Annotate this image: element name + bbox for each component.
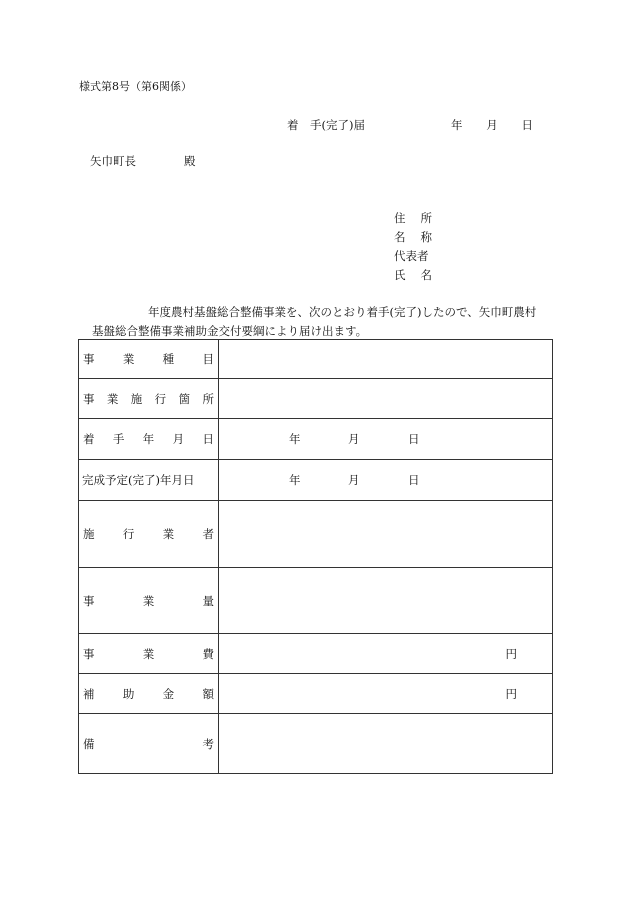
project-location-field[interactable] bbox=[219, 379, 553, 419]
body-line-1: 年度農村基盤総合整備事業を、次のとおり着手(完了)したので、矢巾町農村 bbox=[148, 305, 537, 319]
table-row bbox=[79, 674, 553, 714]
form-number: 様式第8号（第6関係） bbox=[79, 80, 192, 93]
row-label-remarks: 備 考 bbox=[79, 714, 219, 774]
day-label: 日 bbox=[521, 118, 533, 132]
completion-date-field[interactable] bbox=[219, 460, 553, 501]
table-row bbox=[79, 419, 553, 460]
subsidy-yen-unit: 円 bbox=[505, 686, 517, 701]
completion-day-unit: 日 bbox=[408, 473, 420, 487]
table-row bbox=[79, 714, 553, 774]
start-day-unit: 日 bbox=[408, 432, 420, 446]
row-label-project-location: 事 業 施 行 箇 所 bbox=[79, 379, 219, 419]
body-line-2: 基盤総合整備事業補助金交付要綱により届け出ます。 bbox=[92, 324, 368, 338]
applicant-person-label: 氏 名 bbox=[394, 268, 432, 282]
project-type-field[interactable] bbox=[219, 340, 553, 379]
submission-date bbox=[451, 118, 533, 133]
row-label-project-type: 事 業 種 目 bbox=[79, 340, 219, 379]
table-row bbox=[79, 379, 553, 419]
body-paragraph bbox=[92, 303, 552, 341]
start-year-unit: 年 bbox=[289, 432, 301, 446]
cost-yen-unit: 円 bbox=[505, 646, 517, 661]
table-row bbox=[79, 460, 553, 501]
row-label-start-date: 着 手 年 月 日 bbox=[79, 419, 219, 460]
subsidy-amount-field[interactable] bbox=[219, 674, 553, 714]
applicant-representative-label: 代 表 者 bbox=[394, 249, 429, 263]
row-label-completion-date: 完成予定(完了)年月日 bbox=[79, 460, 219, 501]
completion-year-unit: 年 bbox=[289, 473, 301, 487]
applicant-name-label: 名 称 bbox=[394, 230, 432, 244]
project-volume-field[interactable] bbox=[219, 568, 553, 634]
table-row bbox=[79, 340, 553, 379]
remarks-field[interactable] bbox=[219, 714, 553, 774]
table-row bbox=[79, 568, 553, 634]
addressee-name: 矢巾町長 bbox=[90, 154, 136, 168]
month-label: 月 bbox=[486, 118, 498, 132]
row-label-project-volume: 事 業 量 bbox=[79, 568, 219, 634]
year-label: 年 bbox=[451, 118, 463, 132]
start-date-field[interactable] bbox=[219, 419, 553, 460]
document-title: 着 手(完了)届 bbox=[287, 118, 365, 132]
contractor-field[interactable] bbox=[219, 501, 553, 568]
applicant-address-label: 住 所 bbox=[394, 211, 432, 225]
addressee-honorific: 殿 bbox=[184, 154, 196, 168]
completion-month-unit: 月 bbox=[348, 473, 360, 487]
table-row bbox=[79, 634, 553, 674]
table-row bbox=[79, 501, 553, 568]
project-cost-field[interactable] bbox=[219, 634, 553, 674]
row-label-contractor: 施 行 業 者 bbox=[79, 501, 219, 568]
start-month-unit: 月 bbox=[348, 432, 360, 446]
application-form-table bbox=[78, 339, 553, 774]
row-label-subsidy-amount: 補 助 金 額 bbox=[79, 674, 219, 714]
row-label-project-cost: 事 業 費 bbox=[79, 634, 219, 674]
